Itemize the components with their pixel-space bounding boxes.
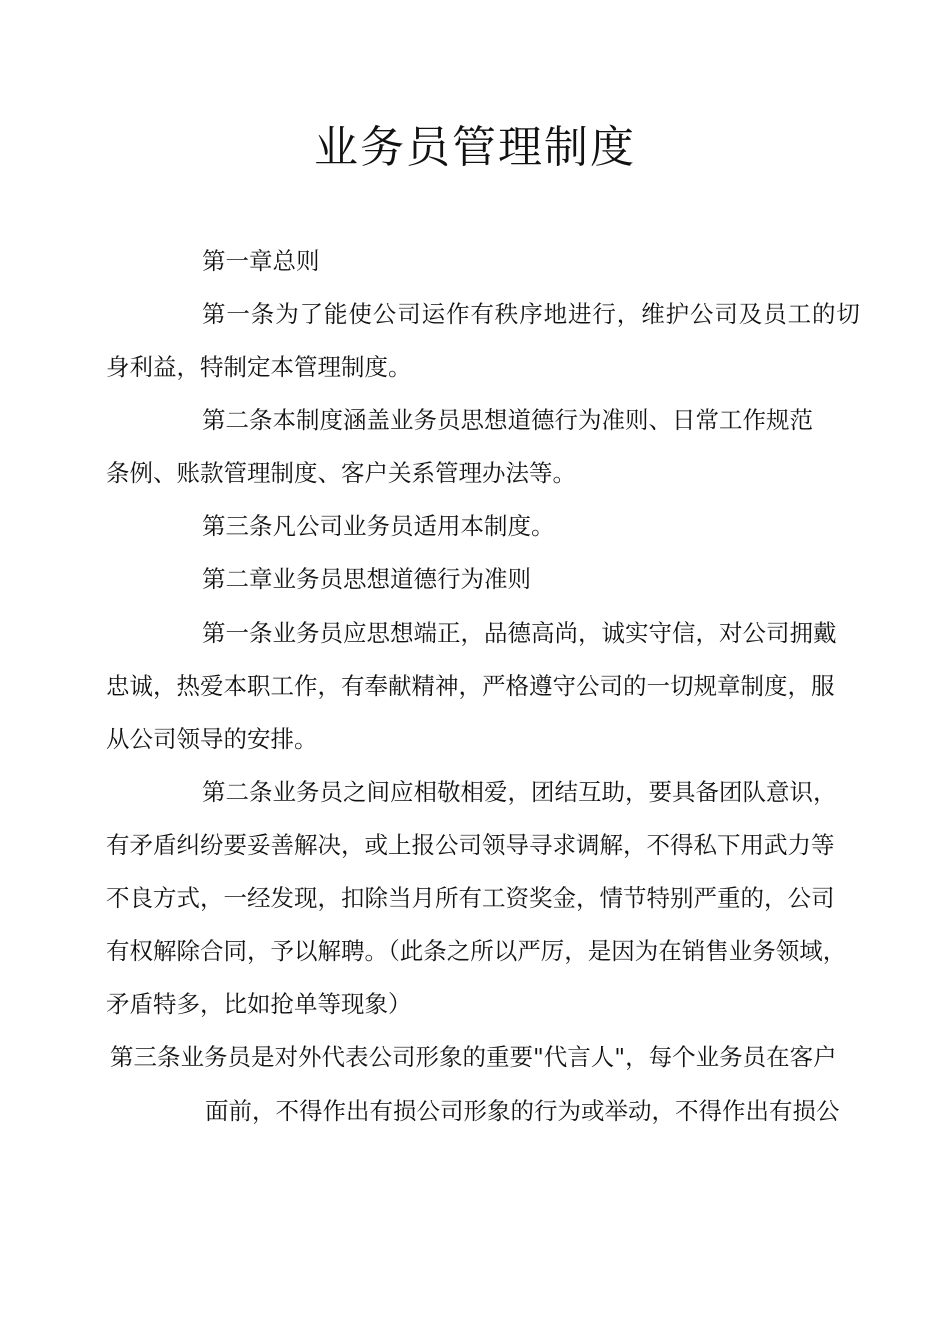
paragraph-line: 第一条业务员应思想端正，品德高尚，诚实守信，对公司拥戴 xyxy=(202,619,837,647)
chapter-heading: 第一章总则 xyxy=(202,247,320,275)
paragraph-line: 面前，不得作出有损公司形象的行为或举动，不得作出有损公 xyxy=(205,1097,840,1125)
document-title: 业务员管理制度 xyxy=(314,122,636,173)
paragraph-line: 矛盾特多，比如抢单等现象） xyxy=(106,990,412,1018)
paragraph-line: 第三条业务员是对外代表公司形象的重要"代言人"，每个业务员在客户 xyxy=(110,1043,837,1071)
paragraph-line: 身利益，特制定本管理制度。 xyxy=(106,353,412,381)
paragraph-line: 条例、账款管理制度、客户关系管理办法等。 xyxy=(106,459,576,487)
paragraph-line: 有矛盾纠纷要妥善解决，或上报公司领导寻求调解，不得私下用武力等 xyxy=(106,831,835,859)
paragraph-line: 第三条凡公司业务员适用本制度。 xyxy=(202,512,555,540)
paragraph-line: 有权解除合同，予以解聘。（此条之所以严厉，是因为在销售业务领域， xyxy=(106,937,847,965)
paragraph-line: 第一条为了能使公司运作有秩序地进行，维护公司及员工的切 xyxy=(202,300,861,328)
paragraph-line: 从公司领导的安排。 xyxy=(106,725,318,753)
paragraph-line: 不良方式，一经发现，扣除当月所有工资奖金，情节特别严重的，公司 xyxy=(106,884,835,912)
chapter-heading: 第二章业务员思想道德行为准则 xyxy=(202,565,531,593)
paragraph-line: 第二条业务员之间应相敬相爱，团结互助，要具备团队意识， xyxy=(202,778,837,806)
paragraph-line: 忠诚，热爱本职工作，有奉献精神，严格遵守公司的一切规章制度，服 xyxy=(106,672,835,700)
paragraph-line: 第二条本制度涵盖业务员思想道德行为准则、日常工作规范 xyxy=(202,406,813,434)
